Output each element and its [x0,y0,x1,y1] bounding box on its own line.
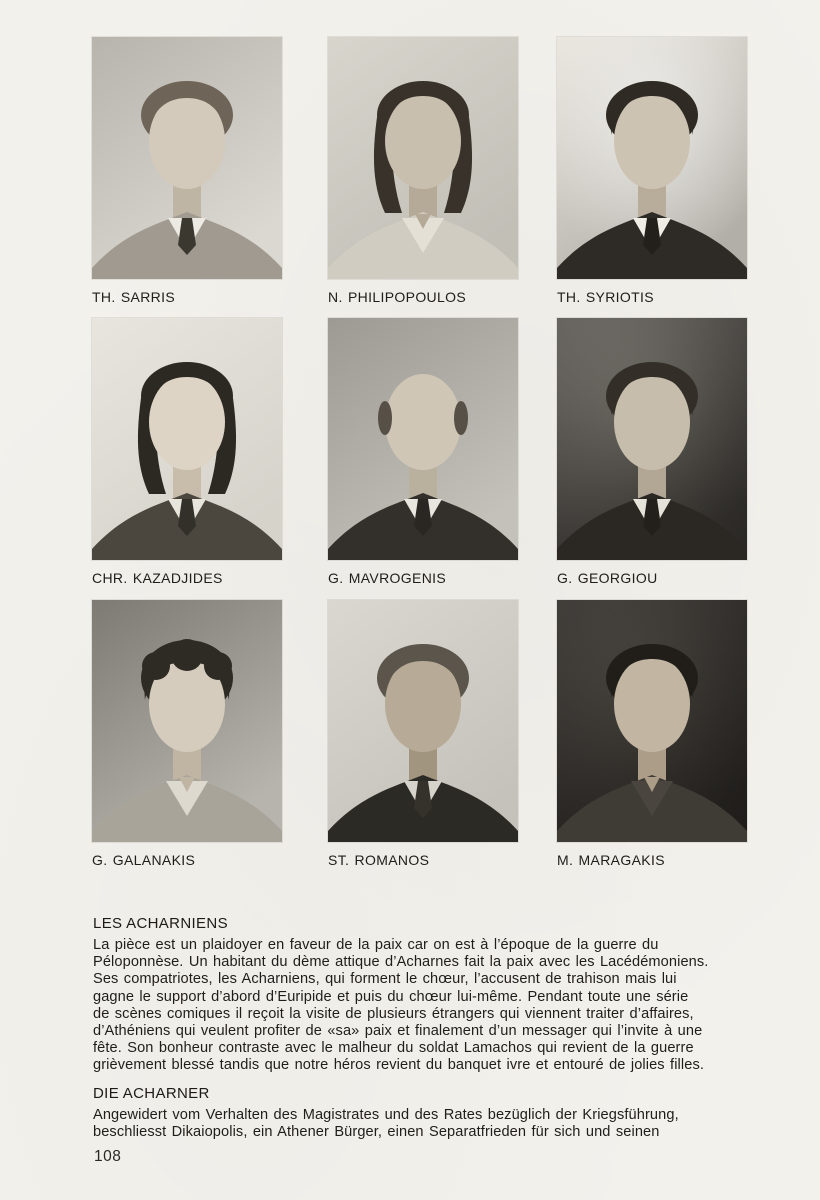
cast-photo-cell [328,318,518,586]
portrait-caption: G. MAVROGENIS [328,570,447,586]
portrait-photo [557,318,747,560]
cast-photo-cell [92,600,282,868]
cast-photo-cell [557,37,747,305]
cast-photo-cell [557,318,747,586]
cast-photo-cell [92,37,282,305]
portrait-photo [92,600,282,842]
portrait-photo [328,37,518,279]
synopsis-title-french: LES ACHARNIENS [93,915,228,932]
portrait-caption: TH. SARRIS [92,289,176,305]
portrait-caption: TH. SYRIOTIS [557,289,654,305]
portrait-photo [328,318,518,560]
synopsis-section [93,915,793,1145]
portrait-photo [328,600,518,842]
portrait-photo [557,600,747,842]
portrait-caption: G. GALANAKIS [92,852,196,868]
portrait-photo [557,37,747,279]
cast-photo-cell [92,318,282,586]
portrait-caption: CHR. KAZADJIDES [92,570,223,586]
page-number: 108 [94,1148,122,1165]
cast-photo-cell [557,600,747,868]
synopsis-text-french: La pièce est un plaidoyer en faveur de la paix car on est à l’époque de la guerre du Péloponnèse. Un habitant du dème attique d’Acharnes fait la paix avec les Lacédémoniens. Ses compatriotes, les Acharniens, qui forment le chœur, l’accusent de trahison mais lui gagne le support d’abord d’Euripide et puis du chœur lui-même. Pendant toute une série de scènes comiques il reçoit la visite de plusieurs étrangers qui viennent traiter d’affaires, d’Athéniens qui veulent profiter de «sa» paix et finalement d’un messager qui l’invite à une fête. Son bonheur contraste avec le malheur du soldat Lamachos qui revient de la guerre grièvement blessé tandis que notre héros revient du banquet ivre et entouré de jolies filles. [93,937,709,1074]
portrait-caption: G. GEORGIOU [557,570,658,586]
cast-photo-cell [328,37,518,305]
synopsis-title-german: DIE ACHARNER [93,1084,210,1102]
portrait-photo [92,318,282,560]
portrait-caption: N. PHILIPOPOULOS [328,289,467,305]
portrait-caption: ST. ROMANOS [328,852,430,868]
synopsis-text-german: Angewidert vom Verhalten des Magistrates und des Rates bezüglich der Kriegsführung, beschliesst Dikaiopolis, ein Athener Bürger, einen Separatfrieden für sich und seinen [93,1106,679,1140]
portrait-caption: M. MARAGAKIS [557,852,665,868]
portrait-photo [92,37,282,279]
cast-photo-cell [328,600,518,868]
